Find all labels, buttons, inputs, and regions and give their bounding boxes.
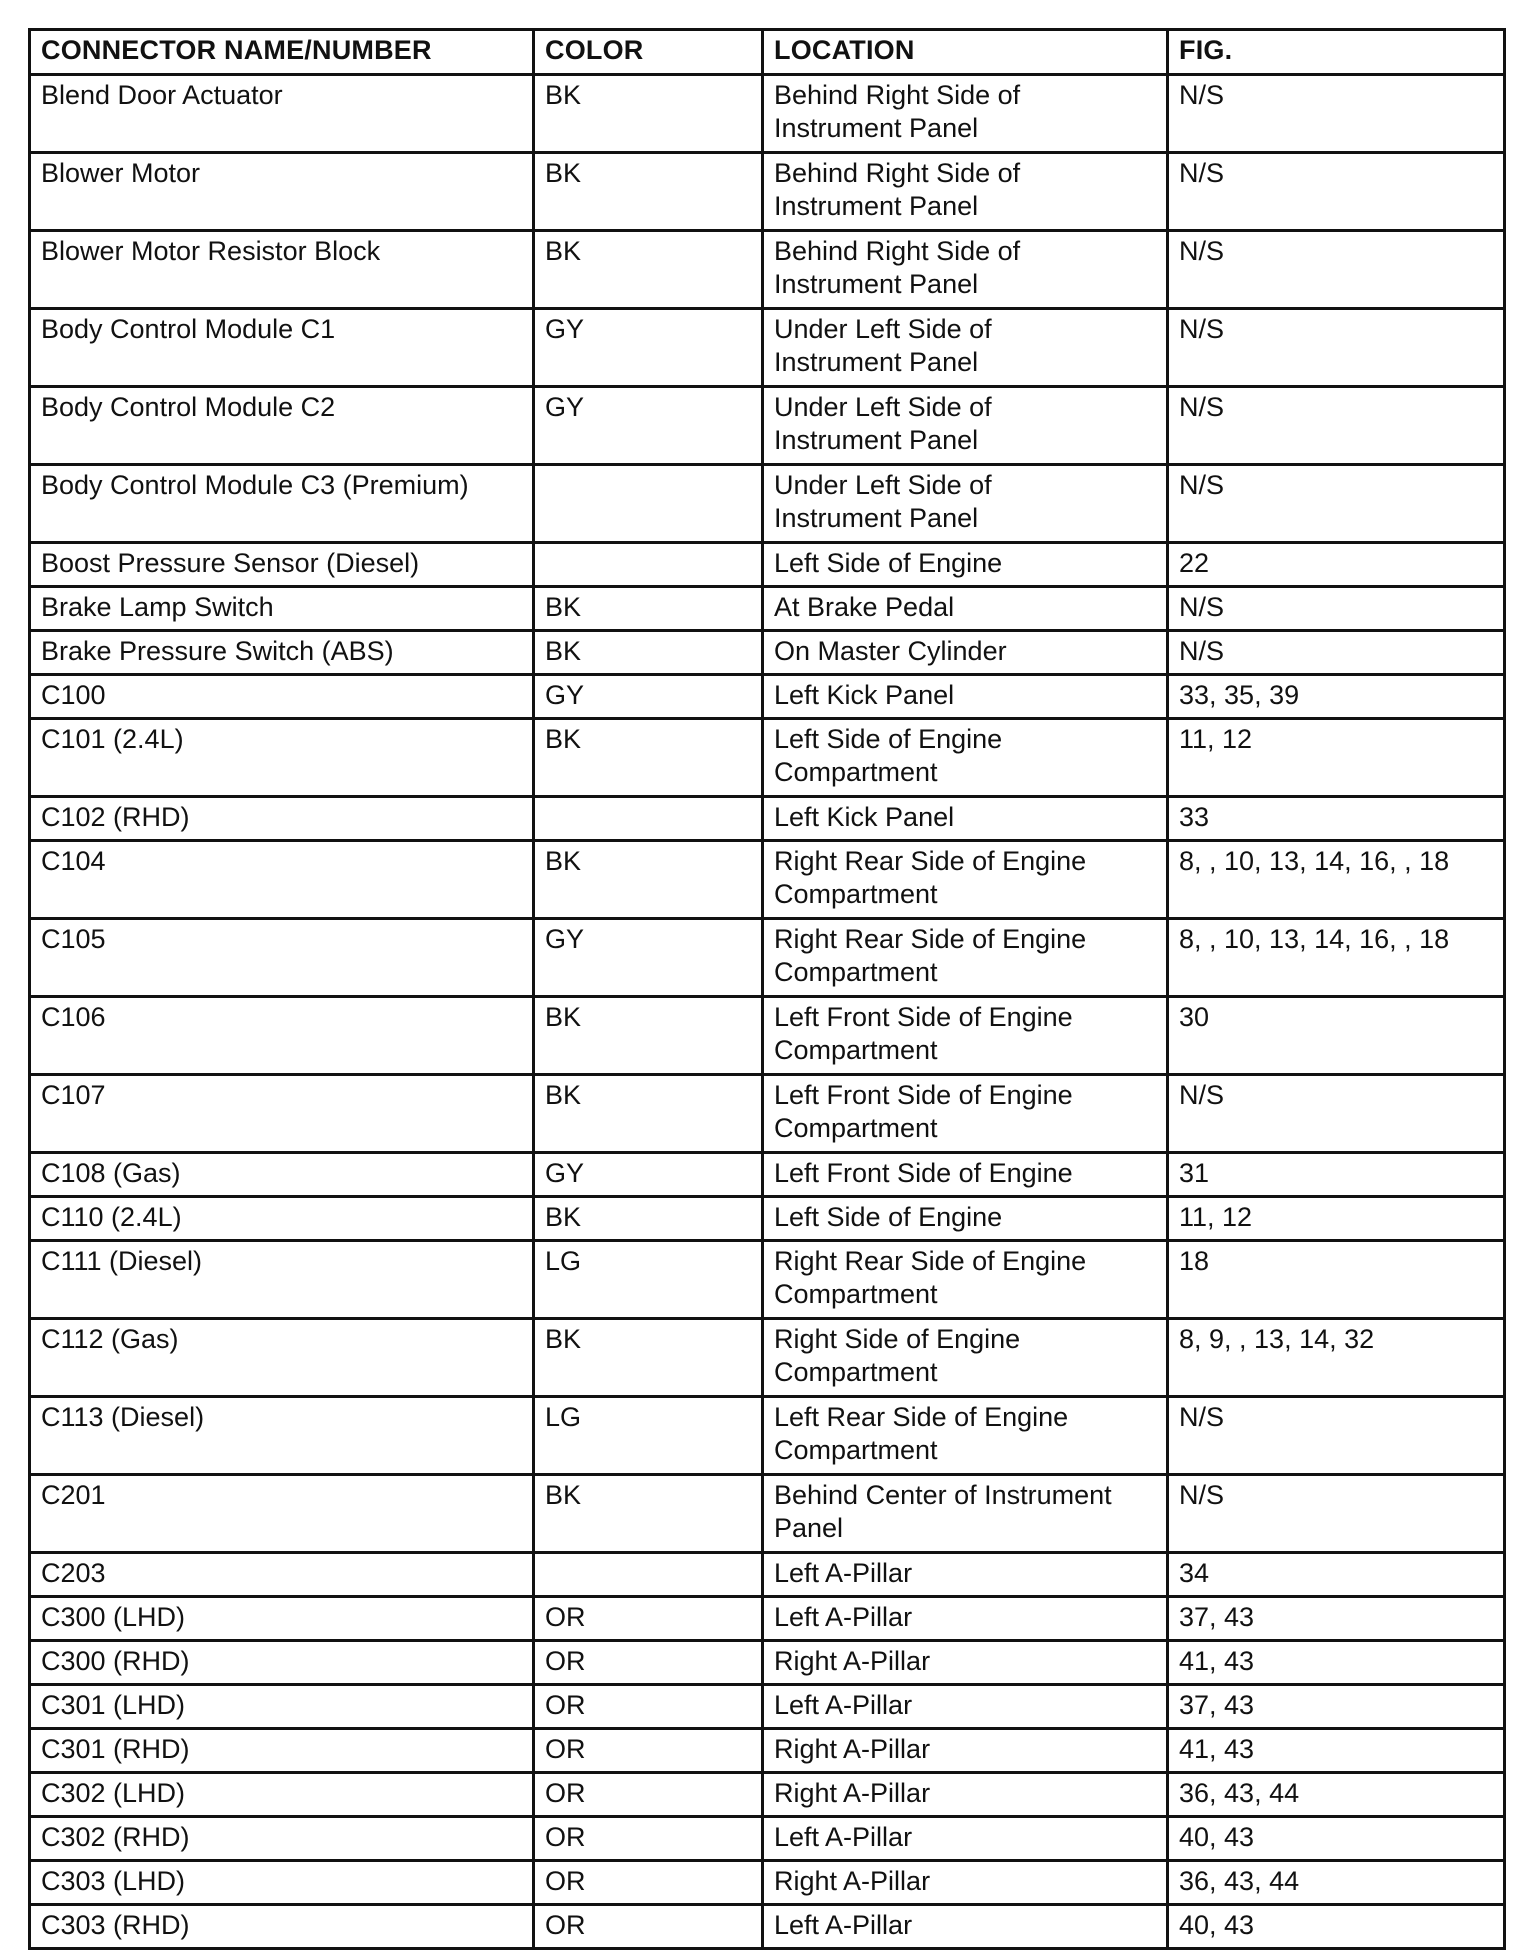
location-line-1: Right Side of Engine [774, 1324, 1021, 1354]
cell-color [534, 1553, 763, 1597]
cell-fig: N/S [1168, 231, 1505, 309]
cell-color [534, 797, 763, 841]
location-line-1: Left A-Pillar [774, 1602, 913, 1632]
table-row [30, 841, 1505, 919]
cell-color: LG [534, 1241, 763, 1319]
cell-fig: N/S [1168, 1075, 1505, 1153]
table-header-row [30, 30, 1505, 75]
location-line-1: Under Left Side of [774, 314, 992, 344]
cell-location [763, 919, 1168, 997]
cell-fig: 8, , 10, 13, 14, 16, , 18 [1168, 841, 1505, 919]
cell-color: BK [534, 75, 763, 153]
cell-color: LG [534, 1397, 763, 1475]
cell-location [763, 1319, 1168, 1397]
cell-connector-name: C303 (LHD) [30, 1861, 534, 1905]
location-line-1: Behind Right Side of [774, 80, 1021, 110]
cell-fig: 8, 9, , 13, 14, 32 [1168, 1319, 1505, 1397]
location-line-1: Behind Right Side of [774, 236, 1021, 266]
location-line-2: Compartment [774, 1035, 938, 1065]
cell-color: BK [534, 153, 763, 231]
cell-fig: N/S [1168, 465, 1505, 543]
cell-connector-name: C203 [30, 1553, 534, 1597]
cell-connector-name: Body Control Module C2 [30, 387, 534, 465]
table-row [30, 675, 1505, 719]
location-line-1: Right A-Pillar [774, 1734, 931, 1764]
cell-fig: N/S [1168, 1475, 1505, 1553]
table-row [30, 1905, 1505, 1949]
cell-color: GY [534, 919, 763, 997]
cell-fig: 37, 43 [1168, 1685, 1505, 1729]
cell-location [763, 1817, 1168, 1861]
table-row [30, 1553, 1505, 1597]
cell-color: OR [534, 1905, 763, 1949]
table-row [30, 1817, 1505, 1861]
cell-color: GY [534, 309, 763, 387]
location-line-1: Right A-Pillar [774, 1646, 931, 1676]
cell-fig: N/S [1168, 309, 1505, 387]
cell-color: GY [534, 387, 763, 465]
cell-fig: 34 [1168, 1553, 1505, 1597]
table-row [30, 797, 1505, 841]
header-fig: FIG. [1168, 30, 1505, 75]
cell-connector-name: C105 [30, 919, 534, 997]
table-row [30, 153, 1505, 231]
location-line-1: Right Rear Side of Engine [774, 924, 1087, 954]
cell-fig: 11, 12 [1168, 719, 1505, 797]
cell-connector-name: C302 (LHD) [30, 1773, 534, 1817]
cell-location [763, 1153, 1168, 1197]
cell-color: BK [534, 1475, 763, 1553]
table-row [30, 387, 1505, 465]
cell-color: OR [534, 1729, 763, 1773]
table-row [30, 75, 1505, 153]
location-line-1: Right Rear Side of Engine [774, 846, 1087, 876]
cell-fig: 37, 43 [1168, 1597, 1505, 1641]
cell-location [763, 1597, 1168, 1641]
cell-connector-name: Body Control Module C1 [30, 309, 534, 387]
cell-connector-name: C302 (RHD) [30, 1817, 534, 1861]
cell-color: OR [534, 1641, 763, 1685]
table-row [30, 1075, 1505, 1153]
cell-connector-name: C110 (2.4L) [30, 1197, 534, 1241]
cell-color: BK [534, 587, 763, 631]
table-row [30, 1475, 1505, 1553]
location-line-1: Left Kick Panel [774, 680, 955, 710]
cell-connector-name: Blower Motor Resistor Block [30, 231, 534, 309]
connector-table-page [28, 28, 1503, 1950]
table-row [30, 1319, 1505, 1397]
cell-location [763, 1197, 1168, 1241]
cell-connector-name: C300 (RHD) [30, 1641, 534, 1685]
cell-fig: 36, 43, 44 [1168, 1861, 1505, 1905]
cell-location [763, 231, 1168, 309]
location-line-1: Under Left Side of [774, 470, 992, 500]
table-row [30, 465, 1505, 543]
cell-connector-name: C101 (2.4L) [30, 719, 534, 797]
location-line-2: Compartment [774, 1357, 938, 1387]
cell-connector-name: Brake Lamp Switch [30, 587, 534, 631]
table-row [30, 309, 1505, 387]
location-line-1: Right Rear Side of Engine [774, 1246, 1087, 1276]
cell-connector-name: C104 [30, 841, 534, 919]
cell-fig: 30 [1168, 997, 1505, 1075]
cell-connector-name: C108 (Gas) [30, 1153, 534, 1197]
cell-connector-name: C112 (Gas) [30, 1319, 534, 1397]
header-color: COLOR [534, 30, 763, 75]
cell-color [534, 465, 763, 543]
cell-location [763, 1241, 1168, 1319]
cell-location [763, 309, 1168, 387]
location-line-2: Instrument Panel [774, 503, 979, 533]
cell-fig: N/S [1168, 387, 1505, 465]
cell-location [763, 543, 1168, 587]
cell-fig: N/S [1168, 153, 1505, 231]
location-line-1: Under Left Side of [774, 392, 992, 422]
location-line-2: Instrument Panel [774, 347, 979, 377]
cell-fig: N/S [1168, 631, 1505, 675]
cell-location [763, 1475, 1168, 1553]
cell-connector-name: Blower Motor [30, 153, 534, 231]
header-location: LOCATION [763, 30, 1168, 75]
cell-fig: 11, 12 [1168, 1197, 1505, 1241]
location-line-2: Compartment [774, 1279, 938, 1309]
cell-color: OR [534, 1685, 763, 1729]
cell-color: BK [534, 231, 763, 309]
cell-connector-name: C111 (Diesel) [30, 1241, 534, 1319]
location-line-2: Instrument Panel [774, 425, 979, 455]
cell-location [763, 1685, 1168, 1729]
cell-location [763, 1641, 1168, 1685]
location-line-1: Right A-Pillar [774, 1866, 931, 1896]
table-row [30, 1597, 1505, 1641]
cell-connector-name: C300 (LHD) [30, 1597, 534, 1641]
location-line-1: On Master Cylinder [774, 636, 1007, 666]
cell-fig: 8, , 10, 13, 14, 16, , 18 [1168, 919, 1505, 997]
location-line-1: Left Front Side of Engine [774, 1080, 1073, 1110]
cell-connector-name: C201 [30, 1475, 534, 1553]
location-line-1: Left Kick Panel [774, 802, 955, 832]
location-line-2: Panel [774, 1513, 844, 1543]
location-line-1: Behind Center of Instrument [774, 1480, 1112, 1510]
table-row [30, 719, 1505, 797]
location-line-1: Left Rear Side of Engine [774, 1402, 1069, 1432]
cell-connector-name: C100 [30, 675, 534, 719]
cell-color: OR [534, 1817, 763, 1861]
table-row [30, 1861, 1505, 1905]
cell-connector-name: C106 [30, 997, 534, 1075]
cell-color: BK [534, 719, 763, 797]
location-line-2: Compartment [774, 1435, 938, 1465]
location-line-1: Right A-Pillar [774, 1778, 931, 1808]
cell-location [763, 997, 1168, 1075]
table-row [30, 1685, 1505, 1729]
table-row [30, 1241, 1505, 1319]
location-line-2: Compartment [774, 757, 938, 787]
cell-fig: 31 [1168, 1153, 1505, 1197]
cell-location [763, 1553, 1168, 1597]
cell-fig: 36, 43, 44 [1168, 1773, 1505, 1817]
cell-location [763, 719, 1168, 797]
table-row [30, 231, 1505, 309]
location-line-2: Instrument Panel [774, 269, 979, 299]
cell-color: BK [534, 841, 763, 919]
table-row [30, 1397, 1505, 1475]
cell-fig: 33 [1168, 797, 1505, 841]
cell-connector-name: Brake Pressure Switch (ABS) [30, 631, 534, 675]
cell-location [763, 841, 1168, 919]
cell-color: GY [534, 675, 763, 719]
location-line-1: Left Side of Engine [774, 1202, 1003, 1232]
cell-fig: 41, 43 [1168, 1641, 1505, 1685]
cell-fig: 18 [1168, 1241, 1505, 1319]
table-row [30, 631, 1505, 675]
cell-fig: N/S [1168, 75, 1505, 153]
cell-location [763, 1773, 1168, 1817]
header-connector-name: CONNECTOR NAME/NUMBER [30, 30, 534, 75]
location-line-1: Left A-Pillar [774, 1822, 913, 1852]
cell-fig: 41, 43 [1168, 1729, 1505, 1773]
cell-connector-name: C303 (RHD) [30, 1905, 534, 1949]
cell-color: BK [534, 1075, 763, 1153]
cell-fig: 40, 43 [1168, 1817, 1505, 1861]
cell-location [763, 1729, 1168, 1773]
table-row [30, 1773, 1505, 1817]
cell-location [763, 75, 1168, 153]
table-row [30, 1197, 1505, 1241]
cell-connector-name: C107 [30, 1075, 534, 1153]
table-row [30, 919, 1505, 997]
cell-location [763, 797, 1168, 841]
cell-color: OR [534, 1597, 763, 1641]
cell-color: BK [534, 1197, 763, 1241]
cell-connector-name: Body Control Module C3 (Premium) [30, 465, 534, 543]
cell-location [763, 1075, 1168, 1153]
location-line-1: Behind Right Side of [774, 158, 1021, 188]
location-line-1: Left Front Side of Engine [774, 1002, 1073, 1032]
cell-color: OR [534, 1861, 763, 1905]
cell-location [763, 465, 1168, 543]
cell-location [763, 153, 1168, 231]
cell-location [763, 1905, 1168, 1949]
cell-color [534, 543, 763, 587]
table-row [30, 1641, 1505, 1685]
cell-color: GY [534, 1153, 763, 1197]
cell-fig: N/S [1168, 587, 1505, 631]
location-line-1: Left Front Side of Engine [774, 1158, 1073, 1188]
connector-table [28, 28, 1506, 1950]
table-row [30, 1729, 1505, 1773]
table-row [30, 543, 1505, 587]
table-row [30, 1153, 1505, 1197]
location-line-2: Compartment [774, 957, 938, 987]
cell-fig: 22 [1168, 543, 1505, 587]
cell-fig: 40, 43 [1168, 1905, 1505, 1949]
cell-color: BK [534, 1319, 763, 1397]
location-line-2: Instrument Panel [774, 191, 979, 221]
table-row [30, 587, 1505, 631]
cell-color: BK [534, 631, 763, 675]
location-line-2: Compartment [774, 879, 938, 909]
location-line-1: At Brake Pedal [774, 592, 955, 622]
cell-location [763, 387, 1168, 465]
cell-fig: N/S [1168, 1397, 1505, 1475]
cell-connector-name: C301 (RHD) [30, 1729, 534, 1773]
table-row [30, 997, 1505, 1075]
location-line-1: Left A-Pillar [774, 1558, 913, 1588]
location-line-1: Left Side of Engine [774, 724, 1003, 754]
cell-connector-name: C301 (LHD) [30, 1685, 534, 1729]
cell-color: OR [534, 1773, 763, 1817]
cell-location [763, 1397, 1168, 1475]
cell-location [763, 675, 1168, 719]
cell-connector-name: Boost Pressure Sensor (Diesel) [30, 543, 534, 587]
cell-location [763, 631, 1168, 675]
location-line-1: Left A-Pillar [774, 1910, 913, 1940]
location-line-2: Instrument Panel [774, 113, 979, 143]
location-line-1: Left A-Pillar [774, 1690, 913, 1720]
location-line-2: Compartment [774, 1113, 938, 1143]
cell-connector-name: Blend Door Actuator [30, 75, 534, 153]
location-line-1: Left Side of Engine [774, 548, 1003, 578]
cell-fig: 33, 35, 39 [1168, 675, 1505, 719]
cell-location [763, 587, 1168, 631]
cell-location [763, 1861, 1168, 1905]
cell-connector-name: C102 (RHD) [30, 797, 534, 841]
cell-color: BK [534, 997, 763, 1075]
cell-connector-name: C113 (Diesel) [30, 1397, 534, 1475]
